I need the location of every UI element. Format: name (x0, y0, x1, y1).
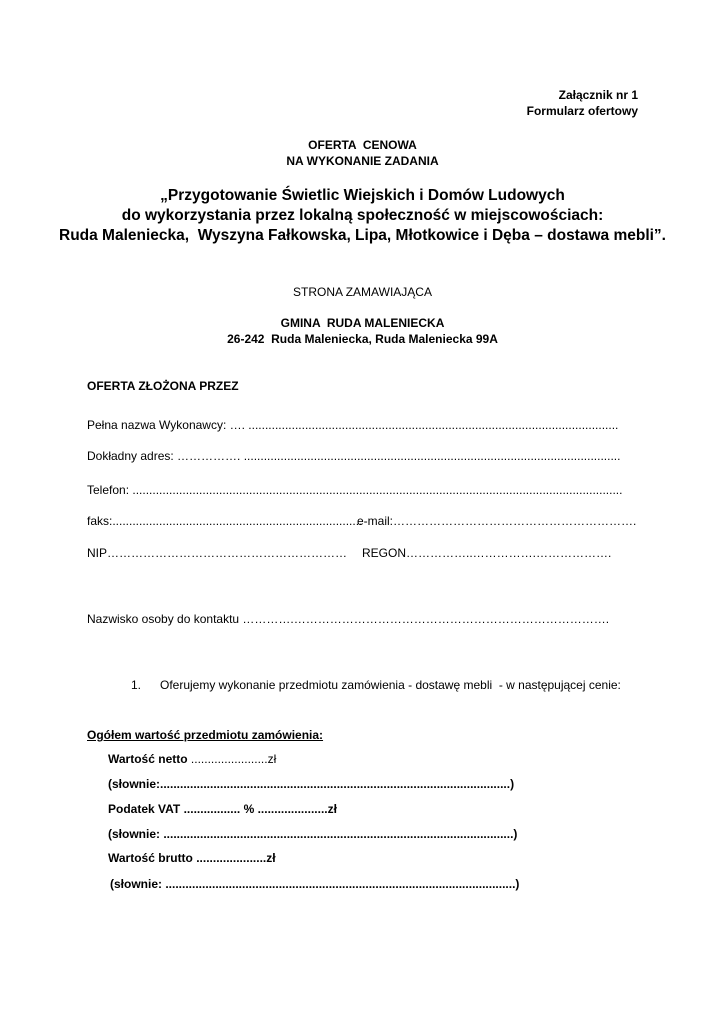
totals-heading: Ogółem wartość przedmiotu zamówienia: (87, 728, 324, 742)
net-words-field[interactable]: (słownie:.........................................................................................................) (108, 777, 515, 791)
task-title-line1: „Przygotowanie Świetlic Wiejskich i Domów Ludowych (160, 187, 565, 204)
contact-value[interactable]: ………….……………………………………………………………………. (239, 612, 610, 626)
offer-heading-line1: OFERTA CENOWA (308, 138, 417, 152)
regon-field[interactable] (362, 546, 632, 561)
phone-value[interactable]: ................................................................................................................................................... (129, 483, 623, 497)
phone-label: Telefon: (87, 483, 130, 497)
ordering-party-name: GMINA RUDA MALENIECKA (280, 316, 445, 330)
full-name-value[interactable]: …. ............................................................................................................... (226, 418, 619, 432)
fax-field[interactable] (87, 514, 363, 529)
email-field[interactable] (357, 514, 639, 529)
full-name-label: Pełna nazwa Wykonawcy: (87, 418, 227, 432)
offer-heading-line2: NA WYKONANIE ZADANIA (286, 154, 439, 168)
gross-value-field[interactable] (108, 851, 408, 866)
vat-label: Podatek VAT (108, 802, 184, 816)
vat-field[interactable] (108, 802, 408, 817)
nip-value[interactable]: …………………………………………………… (107, 546, 348, 560)
vat-words-field[interactable]: (słownie: .........................................................................................................) (108, 827, 518, 841)
fax-label: faks: (87, 514, 113, 528)
address-label: Dokładny adres: (87, 449, 174, 463)
task-title-line2: do wykorzystania przez lokalną społeczność w miejscowościach: (121, 207, 604, 224)
gross-value-label: Wartość brutto (108, 851, 197, 865)
regon-label: REGON (362, 546, 407, 560)
ordering-party-address: 26-242 Ruda Maleniecka, Ruda Maleniecka 99A (227, 332, 498, 346)
nip-field[interactable] (87, 546, 349, 561)
vat-value[interactable]: ................. % .....................zł (183, 802, 337, 816)
net-value[interactable]: .......................zł (190, 752, 277, 766)
full-name-field[interactable] (87, 418, 637, 433)
phone-field[interactable] (87, 483, 632, 498)
nip-label: NIP (87, 546, 108, 560)
gross-value[interactable]: .....................zł (196, 851, 276, 865)
email-label: e-mail: (357, 514, 394, 528)
net-value-label: Wartość netto (108, 752, 191, 766)
task-title-line3: Ruda Maleniecka, Wyszyna Fałkowska, Lipa, Młotkowice i Dęba – dostawa mebli”. (59, 227, 666, 244)
gross-words-field[interactable]: (słownie: .........................................................................................................) (110, 877, 520, 891)
contact-field[interactable] (87, 612, 632, 627)
annex-number: Załącznik nr 1 (558, 88, 638, 102)
form-name: Formularz ofertowy (526, 104, 638, 118)
net-value-field[interactable] (108, 752, 408, 767)
offer-item-text: Oferujemy wykonanie przedmiotu zamówienia - dostawę mebli - w następującej cenie: (160, 678, 621, 692)
address-value[interactable]: ……………. ................................................................................................................. (173, 449, 621, 463)
ordering-party-label: STRONA ZAMAWIAJĄCA (293, 285, 432, 299)
address-field[interactable] (87, 449, 637, 464)
offer-by-heading: OFERTA ZŁOŻONA PRZEZ (87, 379, 239, 393)
regon-value[interactable]: ……………..…………….………………. (406, 546, 612, 560)
fax-value[interactable]: ........................................................................... (112, 514, 363, 528)
offer-item-number: 1. (131, 678, 142, 692)
email-value[interactable]: ……………………………………………………. (393, 514, 637, 528)
contact-label: Nazwisko osoby do kontaktu (87, 612, 240, 626)
